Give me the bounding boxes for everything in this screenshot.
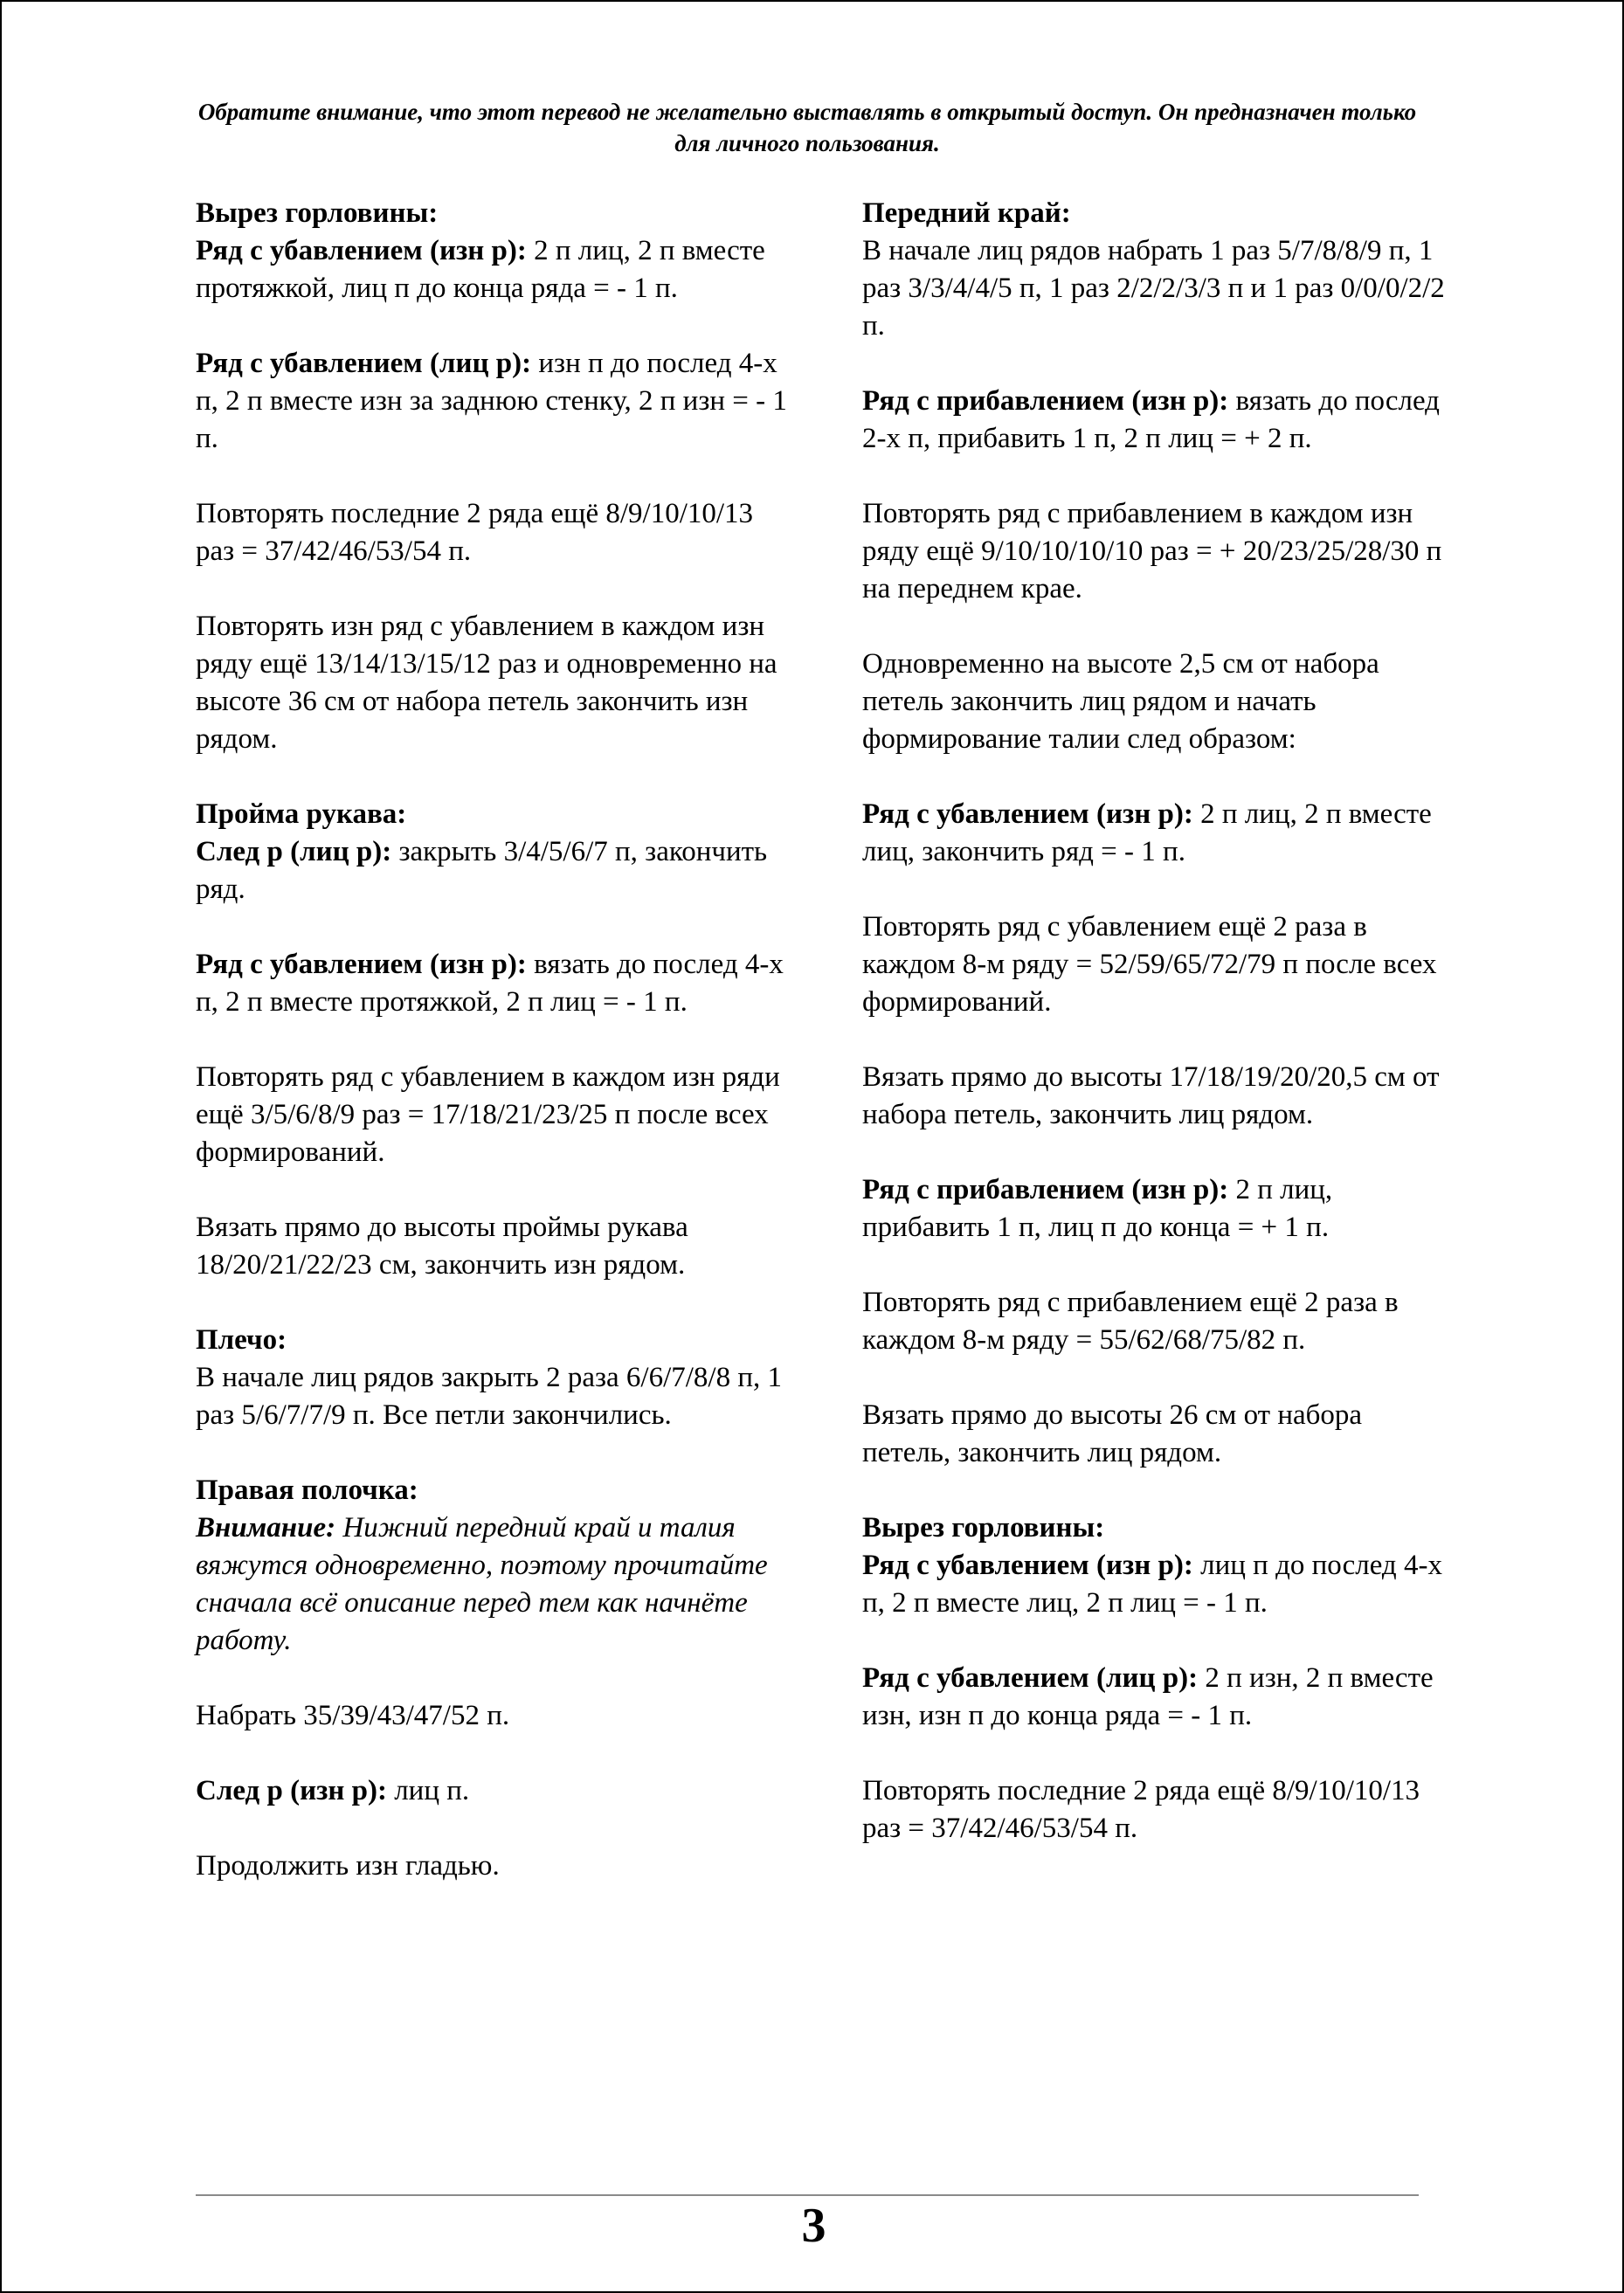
paragraph-text: Повторять ряд с прибавлением ещё 2 раза в каждом 8-м ряду = 55/62/68/75/82 п.: [862, 1287, 1399, 1356]
instruction-paragraph: [196, 1848, 790, 1885]
paragraph-text: Повторять ряд с убавлением ещё 2 раза в каждом 8-м ряду = 52/59/65/72/79 п после всех формирований.: [862, 911, 1437, 1018]
shoulder-section: [196, 1322, 790, 1434]
paragraph-text: Повторять ряд с убавлением в каждом изн ряди ещё 3/5/6/8/9 раз = 17/18/21/23/25 п после всех формирований.: [196, 1061, 780, 1168]
instruction-paragraph: [862, 1171, 1456, 1247]
neckline-section: [862, 1509, 1456, 1622]
row-label: Ряд с убавлением (изн р):: [196, 235, 527, 266]
instruction-paragraph: [196, 1697, 790, 1735]
section-heading: Правая полочка:: [196, 1475, 418, 1506]
attention-note: [196, 1512, 768, 1656]
section-heading: Вырез горловины:: [196, 197, 439, 229]
row-label: След р (изн р):: [196, 1775, 387, 1806]
instruction-paragraph: [862, 646, 1456, 758]
instruction-paragraph: [196, 946, 790, 1021]
neckline-section: [196, 195, 790, 307]
row-label: Ряд с убавлением (изн р):: [196, 949, 527, 980]
row-label: Ряд с убавлением (лиц р):: [196, 348, 532, 379]
attention-label: Внимание:: [196, 1512, 336, 1544]
paragraph-text: вязать до послед 2-х п, прибавить 1 п, 2 п лиц = + 2 п.: [862, 385, 1440, 454]
instruction-paragraph: [196, 1059, 790, 1171]
row-label: Ряд с убавлением (лиц р):: [862, 1662, 1199, 1694]
paragraph-text: Повторять последние 2 ряда ещё 8/9/10/10/13 раз = 37/42/46/53/54 п.: [196, 498, 754, 567]
paragraph-text: вязать до послед 4-х п, 2 п вместе протяжкой, 2 п лиц = - 1 п.: [196, 949, 784, 1018]
instruction-paragraph: [862, 1284, 1456, 1359]
section-heading: Пройма рукава:: [196, 798, 407, 830]
paragraph-text: закрыть 3/4/5/6/7 п, закончить ряд.: [196, 836, 768, 905]
paragraph-text: Повторять последние 2 ряда ещё 8/9/10/10/13 раз = 37/42/46/53/54 п.: [862, 1775, 1420, 1844]
paragraph-text: Вязать прямо до высоты 17/18/19/20/20,5 см от набора петель, закончить лиц рядом.: [862, 1061, 1440, 1130]
instruction-paragraph: [196, 1209, 790, 1284]
row-label: Ряд с прибавлением (изн р):: [862, 385, 1229, 417]
row-label: Ряд с прибавлением (изн р):: [862, 1174, 1229, 1205]
paragraph-text: Повторять изн ряд с убавлением в каждом изн ряду ещё 13/14/13/15/12 раз и одновременно на высоте 36 см от набора петель закончить изн рядом.: [196, 611, 777, 755]
row-label: След р (лиц р):: [196, 836, 392, 867]
paragraph-text: изн п до послед 4-х п, 2 п вместе изн за заднюю стенку, 2 п изн = - 1 п.: [196, 348, 787, 454]
instruction-paragraph: [862, 495, 1456, 608]
instruction-paragraph: [862, 1059, 1456, 1134]
left-column: [196, 195, 790, 1885]
instruction-paragraph: [196, 1772, 790, 1810]
instruction-paragraph: [862, 908, 1456, 1021]
paragraph-text: лиц п до послед 4-х п, 2 п вместе лиц, 2 п лиц = - 1 п.: [862, 1550, 1442, 1619]
front-edge-section: [862, 195, 1456, 345]
paragraph-text: 2 п лиц, прибавить 1 п, лиц п до конца = + 1 п.: [862, 1174, 1333, 1243]
instruction-paragraph: [862, 1397, 1456, 1472]
paragraph-text: 2 п лиц, 2 п вместе лиц, закончить ряд = - 1 п.: [862, 798, 1432, 867]
paragraph-text: Продолжить изн гладью.: [196, 1850, 500, 1882]
paragraph-text: Повторять ряд с прибавлением в каждом изн ряду ещё 9/10/10/10/10 раз = + 20/23/25/28/30 п на переднем крае.: [862, 498, 1442, 604]
paragraph-text: В начале лиц рядов набрать 1 раз 5/7/8/8/9 п, 1 раз 3/3/4/4/5 п, 1 раз 2/2/2/3/3 п и 1 раз 0/0/0/2/2 п.: [862, 235, 1445, 342]
paragraph-text: 2 п изн, 2 п вместе изн, изн п до конца ряда = - 1 п.: [862, 1662, 1434, 1731]
paragraph-text: Вязать прямо до высоты 26 см от набора петель, закончить лиц рядом.: [862, 1399, 1363, 1468]
instruction-paragraph: [196, 495, 790, 570]
paragraph-text: Набрать 35/39/43/47/52 п.: [196, 1700, 510, 1731]
instruction-paragraph: [862, 1660, 1456, 1735]
armhole-section: [196, 796, 790, 908]
page-number: 3: [801, 2199, 826, 2253]
instruction-paragraph: [196, 345, 790, 458]
paragraph-text: лиц п.: [386, 1775, 470, 1806]
instruction-paragraph: [862, 383, 1456, 458]
section-heading: Плечо:: [196, 1324, 287, 1356]
right-column: [862, 195, 1456, 1848]
instruction-paragraph: [862, 1772, 1456, 1848]
paragraph-text: Вязать прямо до высоты проймы рукава 18/20/21/22/23 см, закончить изн рядом.: [196, 1212, 688, 1281]
privacy-notice: Обратите внимание, что этот перевод не желательно выставлять в открытый доступ. Он предназначен только для личного пользования.: [197, 99, 1417, 156]
row-label: Ряд с убавлением (изн р):: [862, 1550, 1193, 1581]
section-heading: Передний край:: [862, 197, 1071, 229]
attention-text: Нижний передний край и талия вяжутся одновременно, поэтому прочитайте сначала всё описание перед тем как начнёте работу.: [196, 1512, 768, 1656]
paragraph-text: В начале лиц рядов закрыть 2 раза 6/6/7/8/8 п, 1 раз 5/6/7/7/9 п. Все петли закончились.: [196, 1362, 783, 1431]
paragraph-text: 2 п лиц, 2 п вместе протяжкой, лиц п до конца ряда = - 1 п.: [196, 235, 765, 304]
right-front-section: [196, 1472, 790, 1660]
paragraph-text: Одновременно на высоте 2,5 см от набора петель закончить лиц рядом и начать формирование талии след образом:: [862, 648, 1379, 755]
section-heading: Вырез горловины:: [862, 1512, 1105, 1544]
instruction-paragraph: [862, 796, 1456, 871]
row-label: Ряд с убавлением (изн р):: [862, 798, 1193, 830]
instruction-paragraph: [196, 608, 790, 758]
